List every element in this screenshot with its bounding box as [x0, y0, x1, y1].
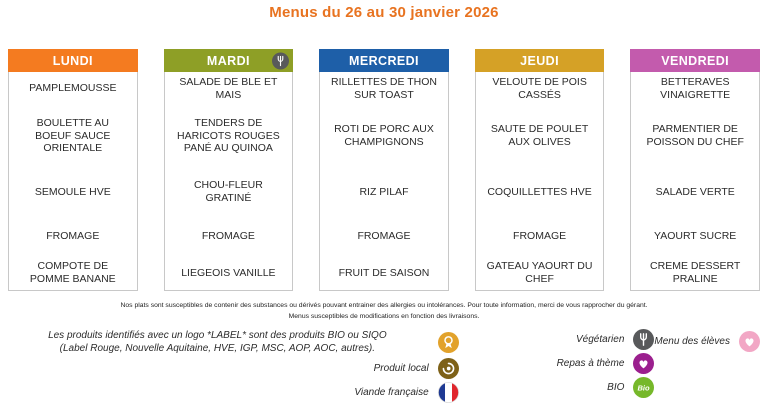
menu-item: FROMAGE [201, 230, 255, 243]
legend-row-repas-theme [461, 353, 655, 374]
repas-theme-label: Repas à thème [556, 358, 625, 370]
menu-item: FROMAGE [357, 230, 411, 243]
day-column-mercredi [319, 49, 449, 291]
day-header-lundi [8, 49, 138, 72]
vegetarian-icon [272, 52, 289, 69]
day-menu-vendredi [630, 72, 760, 291]
day-menu-mercredi [319, 72, 449, 291]
day-header-jeudi [475, 49, 605, 72]
label-rosette-icon [438, 332, 459, 353]
menu-item: COQUILLETTES HVE [487, 185, 592, 198]
vegetarian-icon [633, 329, 654, 350]
menu-item: RIZ PILAF [359, 185, 409, 198]
menu-item: YAOURT SUCRE [654, 230, 737, 243]
day-header-mercredi [319, 49, 449, 72]
day-menu-jeudi [475, 72, 605, 291]
day-header-vendredi [630, 49, 760, 72]
vegetarien-label: Végétarien [576, 334, 625, 346]
legend-middle-column [461, 329, 655, 398]
bio-icon-text: Bio [637, 383, 650, 393]
menu-item: SAUTE DE POULET AUX OLIVES [490, 123, 589, 148]
menu-item: LIEGEOIS VANILLE [181, 266, 276, 279]
bio-icon [633, 377, 654, 398]
viande-francaise-label: Viande française [354, 387, 429, 399]
label-note-line-1: Les produits identifiés avec un logo *LABEL* sont des produits BIO ou SIQO [48, 330, 387, 342]
day-column-jeudi [475, 49, 605, 291]
legend-left-column [6, 329, 459, 403]
menu-item: PARMENTIER DE POISSON DU CHEF [646, 123, 744, 148]
produit-local-label: Produit local [373, 363, 429, 375]
day-label: MARDI [206, 53, 250, 68]
produit-local-icon [438, 358, 459, 379]
legend-row-vegetarien [461, 329, 655, 350]
theme-meal-icon [633, 353, 654, 374]
menu-eleves-label: Menu des élèves [654, 335, 730, 347]
disclaimer-line-2: Menus susceptibles de modifications en fonction des livraisons. [288, 313, 480, 321]
menu-item: TENDERS DE HARICOTS ROUGES PANÉ AU QUINOA [177, 117, 280, 155]
day-label: VENDREDI [661, 53, 730, 68]
menu-item: RILLETTES DE THON SUR TOAST [330, 75, 437, 101]
menu-item: GATEAU YAOURT DU CHEF [486, 260, 593, 285]
legend-label-note-row [6, 329, 459, 355]
menu-item: SALADE VERTE [655, 185, 735, 198]
day-column-vendredi [630, 49, 760, 291]
menu-item: SEMOULE HVE [34, 185, 111, 198]
day-column-mardi [164, 49, 294, 291]
day-menu-mardi [164, 72, 294, 291]
menu-item: CHOU-FLEUR GRATINÉ [193, 179, 263, 204]
page-title: Menus du 26 au 30 janvier 2026 [269, 4, 499, 21]
menu-item: COMPOTE DE POMME BANANE [29, 260, 116, 285]
menu-item: CREME DESSERT PRALINE [650, 260, 741, 285]
menu-columns [0, 49, 768, 291]
legend-right-column [654, 329, 762, 353]
label-note-line-2: (Label Rouge, Nouvelle Aquitaine, HVE, IGP, MSC, AOP, AOC, autres). [59, 343, 375, 355]
student-menu-heart-icon [739, 331, 760, 352]
day-column-lundi [8, 49, 138, 291]
menu-item: BETTERAVES VINAIGRETTE [660, 75, 731, 101]
legend-row-viande-francaise [6, 382, 459, 403]
menu-item: FROMAGE [46, 230, 100, 243]
legend-row-bio [461, 377, 655, 398]
day-label: JEUDI [520, 53, 559, 68]
label-note [6, 329, 429, 355]
legend-row-produit-local [6, 358, 459, 379]
menu-item: FROMAGE [513, 230, 567, 243]
bio-label: BIO [607, 382, 625, 394]
menu-item: BOULETTE AU BOEUF SAUCE ORIENTALE [35, 117, 111, 155]
menu-item: SALADE DE BLE ET MAIS [179, 75, 278, 101]
menu-item: FRUIT DE SAISON [338, 266, 430, 279]
allergen-disclaimer [0, 300, 768, 322]
day-label: LUNDI [52, 53, 93, 68]
menu-item: ROTI DE PORC AUX CHAMPIGNONS [334, 123, 434, 148]
day-menu-lundi [8, 72, 138, 291]
day-label: MERCREDI [349, 53, 419, 68]
menu-item: PAMPLEMOUSSE [29, 82, 117, 95]
disclaimer-line-1: Nos plats sont susceptibles de contenir des substances ou dérivés pouvant entrainer des allergies ou intolérances. Pour toute information, merci de vous rapprocher du gérant. [120, 302, 648, 309]
menu-item: VELOUTE DE POIS CASSÉS [492, 75, 587, 101]
day-header-mardi [164, 49, 294, 72]
legend [0, 329, 768, 403]
french-flag-icon [438, 382, 459, 403]
